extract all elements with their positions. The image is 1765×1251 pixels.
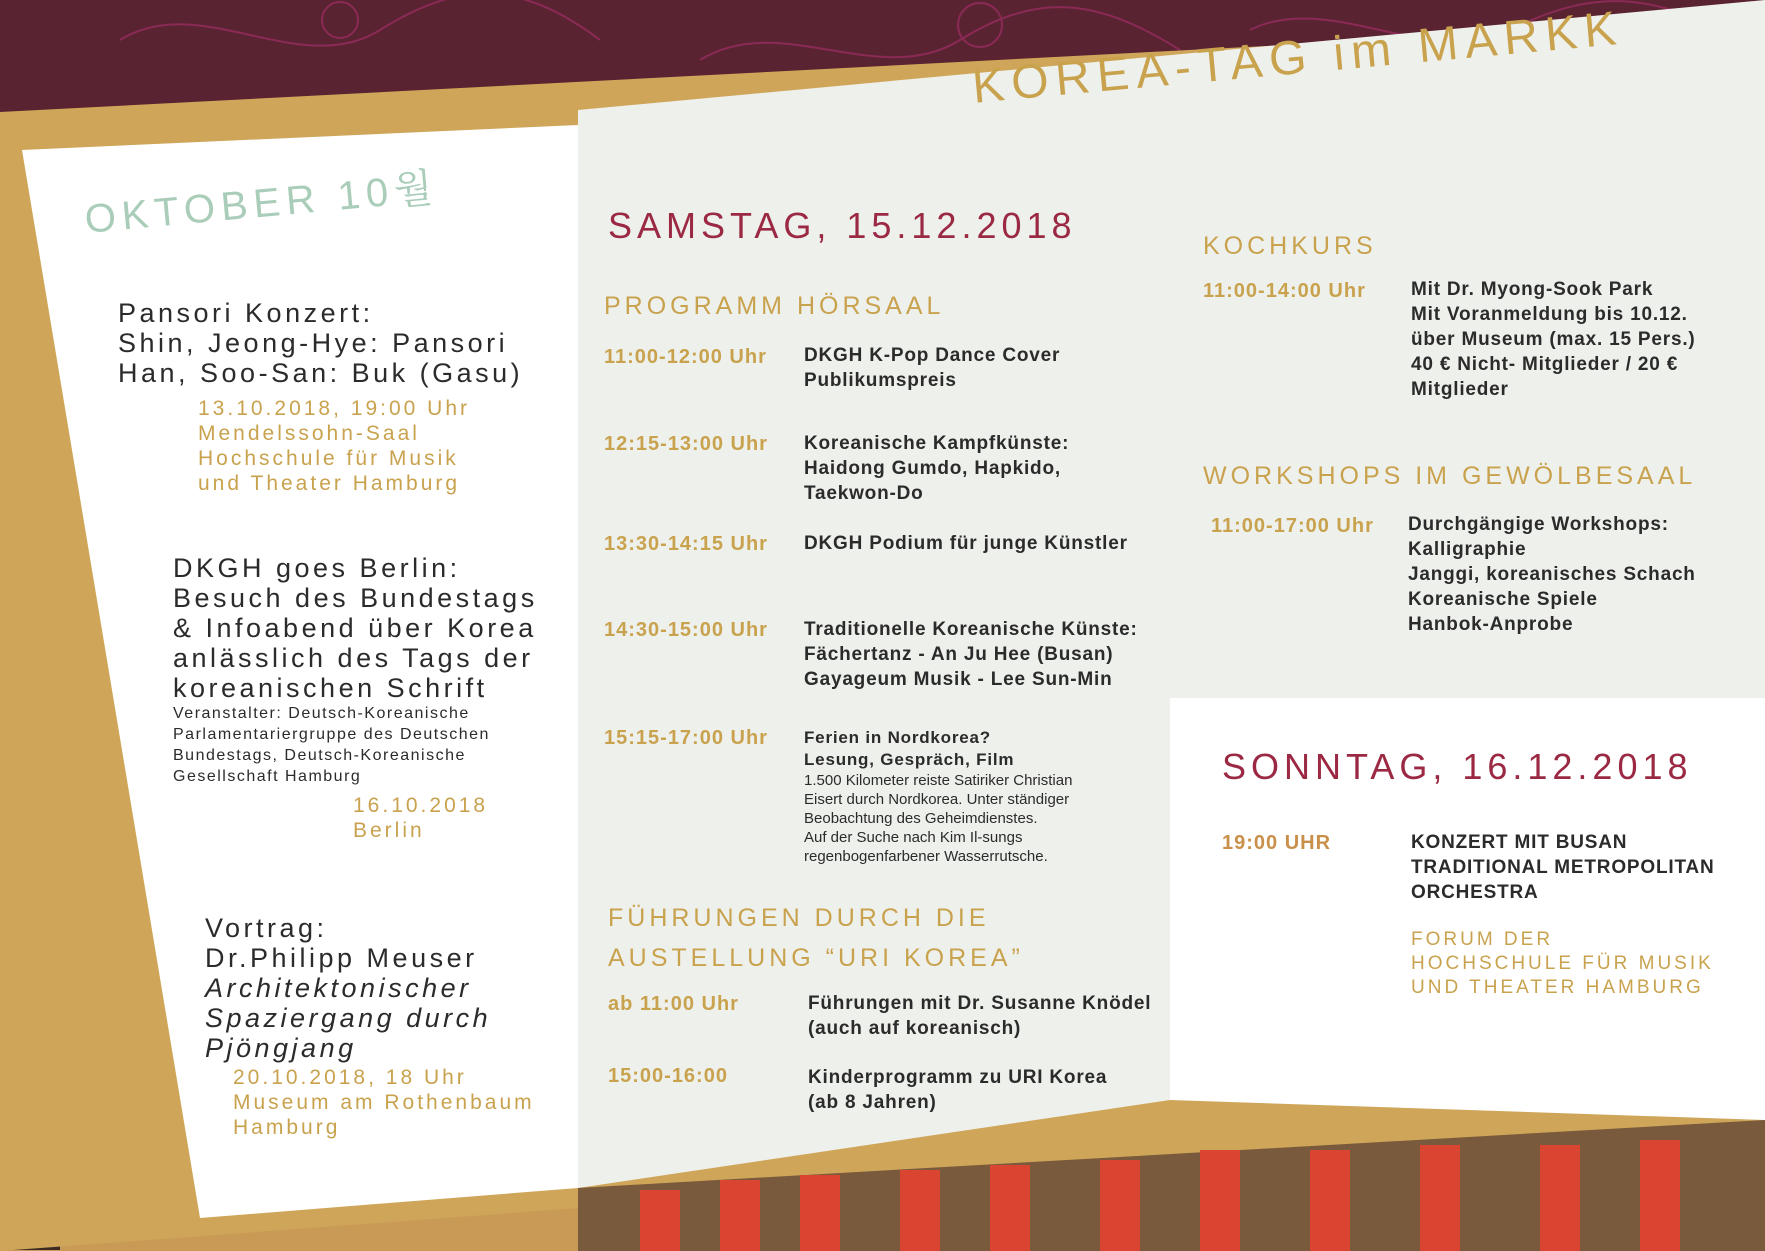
entry-line: Traditionelle Koreanische Künste:: [804, 619, 1138, 640]
programm-entry: [804, 617, 1138, 692]
sonntag-heading: SONNTAG, 16.12.2018: [1222, 746, 1693, 787]
event-detail-line: Mendelssohn-Saal: [198, 422, 420, 445]
event-title-line: Dr.Philipp Meuser: [205, 943, 478, 973]
entry-line: Publikumspreis: [804, 370, 957, 391]
event-title-italic-line: Architektonischer: [205, 973, 472, 1003]
entry-line: ORCHESTRA: [1411, 882, 1539, 903]
event-detail-line: Hamburg: [233, 1116, 341, 1139]
organizer-line: Bundestags, Deutsch-Koreanische: [173, 747, 466, 764]
oktober-event-3: [205, 913, 535, 1140]
programm-entry: [804, 727, 1072, 866]
programm-heading: PROGRAMM HÖRSAAL: [604, 292, 945, 320]
event-detail-line: Hochschule für Musik: [198, 447, 459, 470]
venue-line: FORUM DER: [1411, 929, 1554, 950]
entry-line: Ferien in Nordkorea?: [804, 728, 991, 747]
month-title: OKTOBER 10월: [82, 165, 441, 242]
workshops-entry: [1408, 512, 1696, 637]
event-detail-line: Museum am Rothenbaum: [233, 1091, 535, 1114]
entry-line: Taekwon-Do: [804, 483, 924, 504]
entry-line: TRADITIONAL METROPOLITAN: [1411, 857, 1715, 878]
event-title-line: Shin, Jeong-Hye: Pansori: [118, 328, 509, 358]
kochkurs-entry: [1411, 277, 1696, 402]
entry-line: Fächertanz - An Ju Hee (Busan): [804, 644, 1114, 665]
entry-line: Mit Voranmeldung bis 10.12.: [1411, 304, 1688, 325]
programm-time: 11:00-12:00 Uhr: [604, 346, 767, 368]
event-title-line: anlässlich des Tags der: [173, 643, 534, 673]
organizer-line: Parlamentariergruppe des Deutschen: [173, 726, 490, 743]
entry-small-line: 1.500 Kilometer reiste Satiriker Christian: [804, 772, 1073, 789]
programm-time: 14:30-15:00 Uhr: [604, 619, 768, 641]
event-detail-line: 16.10.2018: [353, 794, 489, 817]
event-title-line: koreanischen Schrift: [173, 673, 488, 703]
entry-line: Koreanische Kampfkünste:: [804, 433, 1070, 454]
entry-small-line: Auf der Suche nach Kim Il-sungs: [804, 829, 1023, 846]
entry-small-line: regenbogenfarbener Wasserrutsche.: [804, 848, 1048, 865]
entry-line: Haidong Gumdo, Hapkido,: [804, 458, 1061, 479]
fuehrung-time: 15:00-16:00: [608, 1065, 728, 1087]
event-title-line: Pansori Konzert:: [118, 298, 374, 328]
entry-line: (ab 8 Jahren): [808, 1092, 937, 1113]
entry-line: DKGH K-Pop Dance Cover: [804, 345, 1061, 366]
entry-line: DKGH Podium für junge Künstler: [804, 533, 1128, 554]
entry-line: Koreanische Spiele: [1408, 589, 1598, 610]
entry-line: (auch auf koreanisch): [808, 1018, 1022, 1039]
entry-line: Mitglieder: [1411, 379, 1509, 400]
event-title-italic-line: Spaziergang durch: [205, 1003, 492, 1033]
entry-line: Lesung, Gespräch, Film: [804, 750, 1015, 769]
organizer-line: Gesellschaft Hamburg: [173, 768, 362, 785]
entry-line: Hanbok-Anprobe: [1408, 614, 1574, 635]
event-title-italic-line: Pjöngjang: [205, 1033, 357, 1063]
entry-line: Gayageum Musik - Lee Sun-Min: [804, 669, 1113, 690]
kochkurs-heading: KOCHKURS: [1203, 232, 1377, 260]
workshops-time: 11:00-17:00 Uhr: [1211, 515, 1374, 537]
event-detail-line: 20.10.2018, 18 Uhr: [233, 1066, 467, 1089]
event-detail-line: 13.10.2018, 19:00 Uhr: [198, 397, 470, 420]
entry-small-line: Eisert durch Nordkorea. Unter ständiger: [804, 791, 1070, 808]
heading-line: FÜHRUNGEN DURCH DIE: [608, 904, 990, 932]
event-title-line: Vortrag:: [205, 913, 328, 943]
venue-line: HOCHSCHULE FÜR MUSIK: [1411, 953, 1714, 974]
page-title: KOREA-TAG im MARKK: [970, 1, 1626, 114]
oktober-event-2: [173, 553, 538, 843]
programm-time: 15:15-17:00 Uhr: [604, 727, 768, 749]
programm-entry: [804, 531, 1128, 556]
event-detail-line: Berlin: [353, 819, 425, 842]
entry-line: Führungen mit Dr. Susanne Knödel: [808, 993, 1152, 1014]
event-title-line: Han, Soo-San: Buk (Gasu): [118, 358, 524, 388]
event-title-line: Besuch des Bundestags: [173, 583, 538, 613]
oktober-event-1: [118, 298, 523, 496]
entry-small-line: Beobachtung des Geheimdienstes.: [804, 810, 1038, 827]
event-title-line: & Infoabend über Korea: [173, 613, 537, 643]
workshops-heading: WORKSHOPS IM GEWÖLBESAAL: [1203, 462, 1697, 490]
fuehrung-entry: [808, 1065, 1107, 1115]
programm-entry: [804, 431, 1069, 506]
entry-line: Durchgängige Workshops:: [1408, 514, 1669, 535]
entry-line: Mit Dr. Myong-Sook Park: [1411, 279, 1654, 300]
entry-line: über Museum (max. 15 Pers.): [1411, 329, 1696, 350]
entry-line: Kinderprogramm zu URI Korea: [808, 1067, 1108, 1088]
fuehrungen-heading: [608, 898, 1024, 978]
sonntag-time: 19:00 UHR: [1222, 832, 1332, 854]
organizer-line: Veranstalter: Deutsch-Koreanische: [173, 705, 470, 722]
heading-line: AUSTELLUNG “URI KOREA”: [608, 944, 1024, 972]
samstag-heading: SAMSTAG, 15.12.2018: [608, 205, 1077, 246]
sonntag-venue: [1411, 928, 1714, 1000]
entry-line: Kalligraphie: [1408, 539, 1527, 560]
programm-time: 12:15-13:00 Uhr: [604, 433, 768, 455]
kochkurs-time: 11:00-14:00 Uhr: [1203, 280, 1366, 302]
programm-time: 13:30-14:15 Uhr: [604, 533, 768, 555]
venue-line: UND THEATER HAMBURG: [1411, 977, 1704, 998]
entry-line: Janggi, koreanisches Schach: [1408, 564, 1696, 585]
entry-line: 40 € Nicht- Mitglieder / 20 €: [1411, 354, 1679, 375]
fuehrung-entry: [808, 991, 1151, 1041]
sonntag-entry: [1411, 830, 1714, 905]
event-detail-line: und Theater Hamburg: [198, 472, 461, 495]
fuehrung-time: ab 11:00 Uhr: [608, 993, 739, 1015]
programm-entry: [804, 343, 1060, 393]
entry-line: KONZERT MIT BUSAN: [1411, 832, 1628, 853]
event-title-line: DKGH goes Berlin:: [173, 553, 461, 583]
